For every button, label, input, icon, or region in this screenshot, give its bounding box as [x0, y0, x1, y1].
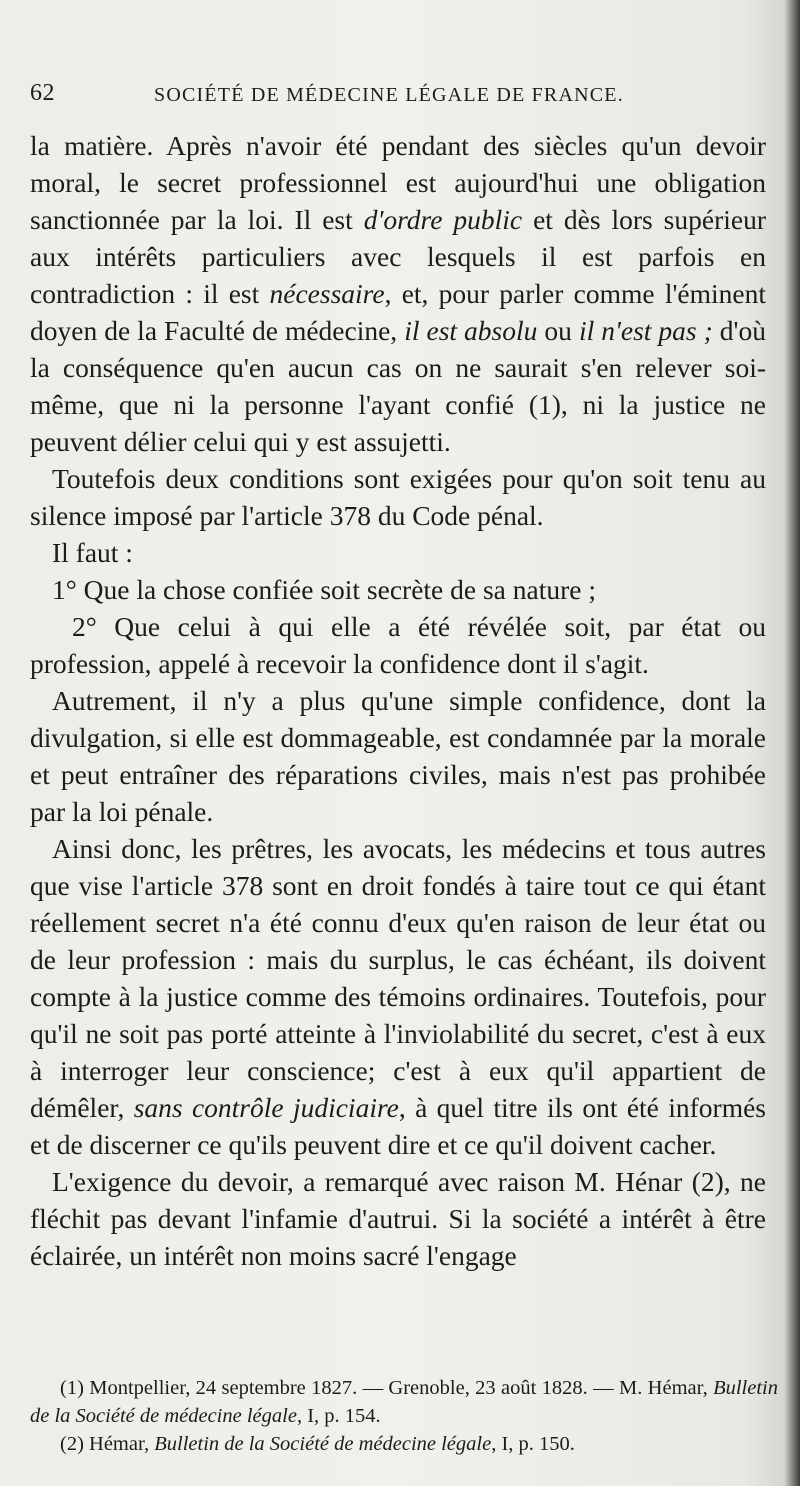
page-header: [30, 80, 740, 114]
footnote-1: (1) Montpellier, 24 septembre 1827. — Grenoble, 23 août 1828. — M. Hémar, Bulletin de la Société de médecine légale, I, p. 154.: [30, 1377, 778, 1427]
footnotes: [30, 1374, 778, 1458]
running-title: SOCIÉTÉ DE MÉDECINE LÉGALE DE FRANCE.: [154, 84, 624, 106]
paragraph: Il faut :: [52, 537, 133, 568]
emphasis: il n'est pas ;: [578, 315, 713, 346]
emphasis: Bulletin de la Société de médecine légale: [30, 1377, 778, 1427]
emphasis: nécessaire: [269, 278, 385, 309]
paragraph: Toutefois deux conditions sont exigées pour qu'on soit tenu au silence imposé par l'article 378 du Code pénal.: [30, 463, 766, 531]
page-number: 62: [30, 80, 55, 106]
paragraph: Autrement, il n'y a plus qu'une simple confidence, dont la divulgation, si elle est dommageable, est condamnée par la morale et peut entraîner des réparations civiles, mais n'est pas prohibée par la loi pénale.: [30, 685, 766, 827]
paragraph: L'exigence du devoir, a remarqué avec raison M. Hénar (2), ne fléchit pas devant l'infamie d'autrui. Si la société a intérêt à être éclairée, un intérêt non moins sacré l'engage: [30, 1166, 766, 1271]
emphasis: d'ordre public: [363, 204, 523, 235]
emphasis: Bulletin de la Société de médecine légale: [154, 1433, 492, 1455]
emphasis: sans contrôle judiciaire: [133, 1092, 399, 1123]
list-item: 1° Que la chose confiée soit secrète de sa nature ;: [52, 574, 596, 605]
paragraph: Ainsi donc, les prêtres, les avocats, les médecins et tous autres que vise l'article 378 sont en droit fondés à taire tout ce qui étant réellement secret n'a été connu d'eux qu'en raison de leur état ou de leur profession : mais du surplus, le cas échéant, ils doivent compte à la justice comme des témoins ordinaires. Toutefois, pour qu'il ne soit pas porté atteinte à l'inviolabilité du secret, c'est à eux à interroger leur conscience; c'est à eux qu'il appartient de démêler, sans contrôle judiciaire, à quel titre ils ont été informés et de discerner ce qu'ils peuvent dire et ce qu'il doivent cacher.: [30, 833, 766, 1160]
paragraph: la matière. Après n'avoir été pendant des siècles qu'un devoir moral, le secret professionnel est aujourd'hui une obligation sanctionnée par la loi. Il est d'ordre public et dès lors supérieur aux intérêts particuliers avec lesquels il est parfois en contradiction : il est nécessaire, et, pour parler comme l'éminent doyen de la Faculté de médecine, il est absolu ou il n'est pas ; d'où la conséquence qu'en aucun cas on ne saurait s'en relever soi-même, que ni la personne l'ayant confié (1), ni la justice ne peuvent délier celui qui y est assujetti.: [30, 130, 767, 457]
main-text: [30, 127, 766, 1274]
emphasis: il est absolu: [404, 315, 538, 346]
list-item: 2° Que celui à qui elle a été révélée soit, par état ou profession, appelé à recevoir la confidence dont il s'agit.: [30, 611, 766, 679]
footnote-2: (2) Hémar, Bulletin de la Société de médecine légale, I, p. 150.: [60, 1433, 575, 1455]
